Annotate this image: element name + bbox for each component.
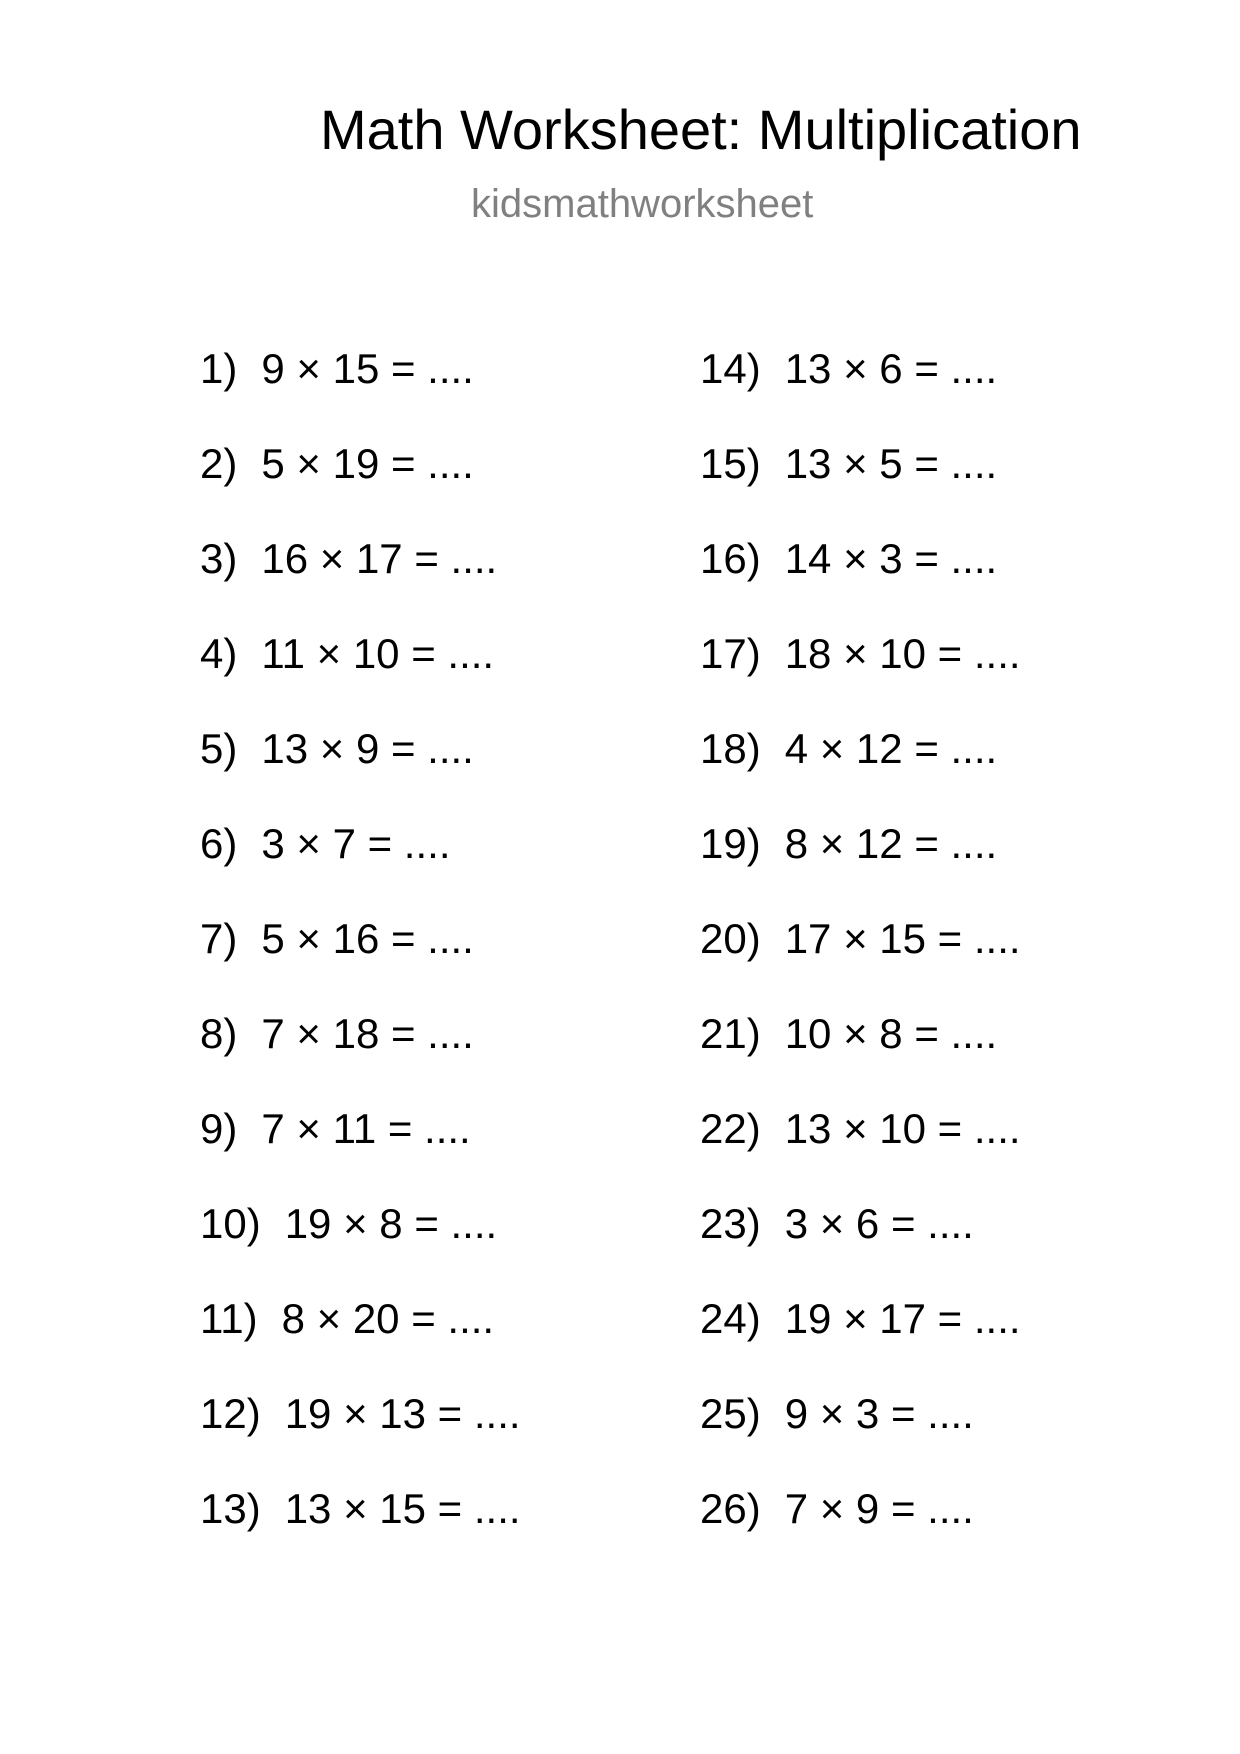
page-title: Math Worksheet: Multiplication [320, 98, 1082, 161]
problem-number: 13) [200, 1485, 261, 1532]
problem-expression: 17 × 15 = .... [784, 915, 1021, 962]
problem-number: 2) [200, 440, 238, 487]
problem-item [700, 820, 1120, 915]
problem-number: 21) [700, 1010, 761, 1057]
problem-expression: 9 × 3 = .... [784, 1390, 974, 1437]
problem-expression: 3 × 7 = .... [261, 820, 451, 867]
problem-number: 23) [700, 1200, 761, 1247]
problem-expression: 18 × 10 = .... [784, 630, 1021, 677]
problem-item [700, 630, 1120, 725]
problem-item [700, 1200, 1120, 1295]
problem-item [700, 440, 1120, 535]
problem-number: 18) [700, 725, 761, 772]
problem-expression: 5 × 19 = .... [261, 440, 474, 487]
problem-item [700, 535, 1120, 630]
problem-expression: 14 × 3 = .... [784, 535, 998, 582]
problem-expression: 11 × 10 = .... [261, 630, 495, 677]
problem-expression: 16 × 17 = .... [261, 535, 498, 582]
problem-number: 16) [700, 535, 761, 582]
problem-item [200, 820, 620, 915]
problem-expression: 8 × 20 = .... [281, 1295, 495, 1342]
problem-number: 8) [200, 1010, 238, 1057]
problem-expression: 4 × 12 = .... [784, 725, 998, 772]
problem-item [200, 1010, 620, 1105]
problem-item [200, 915, 620, 1010]
problem-item [200, 535, 620, 630]
problem-number: 6) [200, 820, 238, 867]
problem-number: 1) [200, 345, 238, 392]
page-subtitle: kidsmathworksheet [471, 182, 814, 226]
problem-expression: 13 × 15 = .... [284, 1485, 521, 1532]
problem-item [700, 345, 1120, 440]
problem-number: 7) [200, 915, 238, 962]
problem-number: 25) [700, 1390, 761, 1437]
problem-number: 22) [700, 1105, 761, 1152]
problem-expression: 13 × 6 = .... [784, 345, 998, 392]
problem-expression: 7 × 9 = .... [784, 1485, 974, 1532]
problem-item [200, 1485, 620, 1580]
problem-item [700, 1010, 1120, 1105]
problem-item [700, 1390, 1120, 1485]
problem-item [700, 1105, 1120, 1200]
problem-item [200, 345, 620, 440]
problem-number: 26) [700, 1485, 761, 1532]
problem-expression: 19 × 17 = .... [784, 1295, 1021, 1342]
problem-item [200, 1390, 620, 1485]
problem-expression: 13 × 5 = .... [784, 440, 998, 487]
problem-item [200, 630, 620, 725]
problem-number: 20) [700, 915, 761, 962]
problem-number: 17) [700, 630, 761, 677]
problem-number: 15) [700, 440, 761, 487]
problem-number: 3) [200, 535, 238, 582]
problem-number: 10) [200, 1200, 261, 1247]
problem-item [200, 725, 620, 820]
problem-expression: 5 × 16 = .... [261, 915, 474, 962]
problem-item [700, 1485, 1120, 1580]
problem-number: 9) [200, 1105, 238, 1152]
problem-item [200, 1295, 620, 1390]
problem-expression: 19 × 8 = .... [284, 1200, 498, 1247]
problem-expression: 7 × 18 = .... [261, 1010, 474, 1057]
problem-expression: 13 × 10 = .... [784, 1105, 1021, 1152]
problem-item [200, 440, 620, 535]
problem-expression: 7 × 11 = .... [261, 1105, 471, 1152]
problem-expression: 13 × 9 = .... [261, 725, 474, 772]
problem-expression: 9 × 15 = .... [261, 345, 474, 392]
problem-expression: 19 × 13 = .... [284, 1390, 521, 1437]
problem-number: 4) [200, 630, 238, 677]
problem-column-right [700, 345, 1120, 1580]
problem-number: 5) [200, 725, 238, 772]
problem-number: 14) [700, 345, 761, 392]
problem-item [200, 1105, 620, 1200]
problem-column-left [200, 345, 620, 1580]
problem-number: 19) [700, 820, 761, 867]
problem-item [200, 1200, 620, 1295]
problem-expression: 8 × 12 = .... [784, 820, 998, 867]
problem-number: 12) [200, 1390, 261, 1437]
problem-expression: 3 × 6 = .... [784, 1200, 974, 1247]
problem-item [700, 915, 1120, 1010]
problem-item [700, 725, 1120, 820]
problem-expression: 10 × 8 = .... [784, 1010, 998, 1057]
problem-number: 11) [200, 1295, 258, 1342]
problem-number: 24) [700, 1295, 761, 1342]
problem-item [700, 1295, 1120, 1390]
